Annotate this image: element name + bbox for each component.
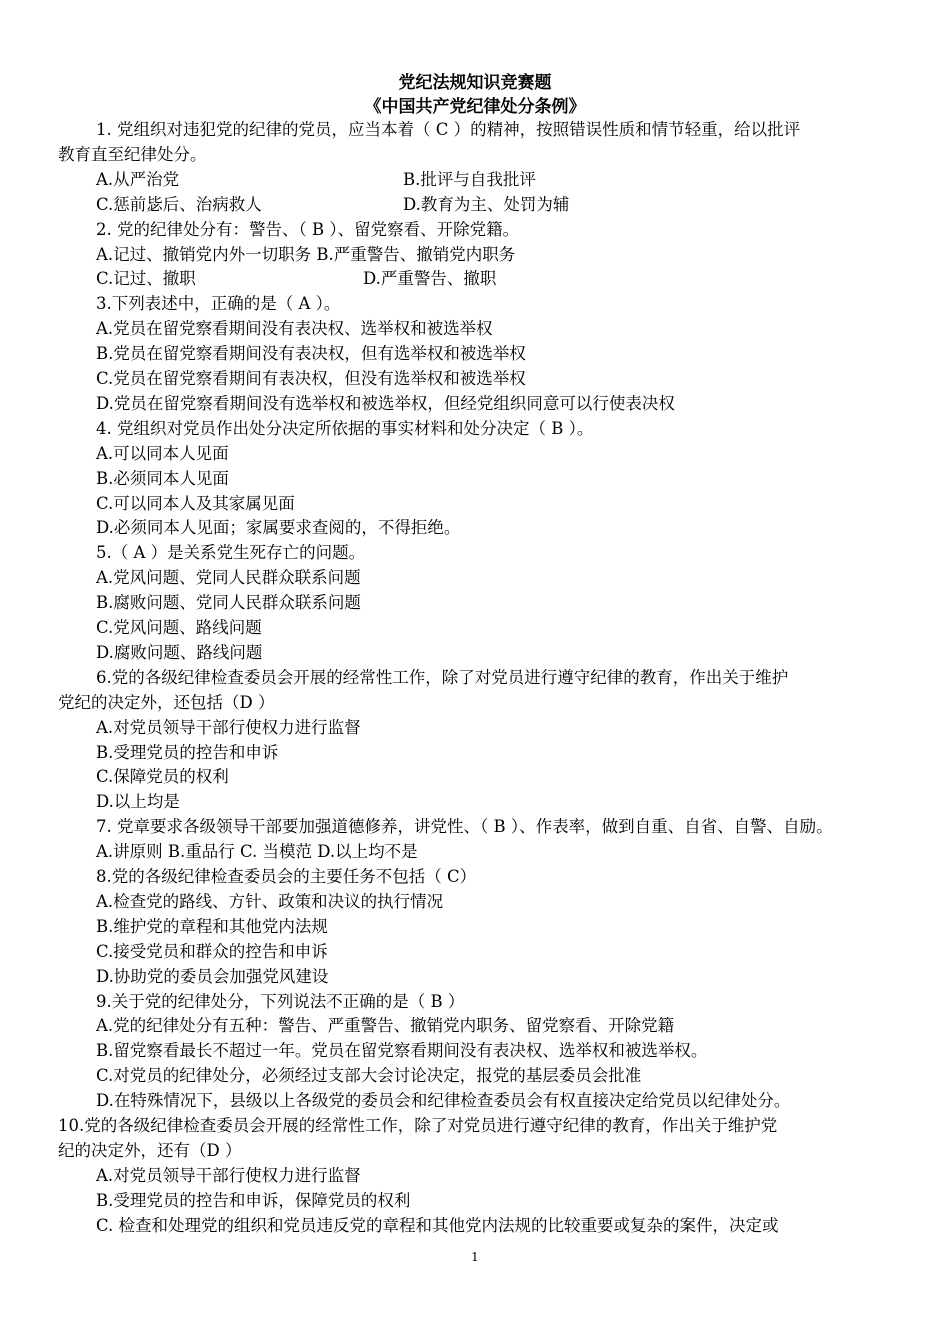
text-line: 10.党的各级纪律检查委员会开展的经常性工作，除了对党员进行遵守纪律的教育，作出关于维护党 (58, 1116, 778, 1135)
text-line: 9.关于党的纪律处分，下列说法不正确的是（ B ） (96, 991, 465, 1011)
text-line: A.记过、撤销党内外一切职务 B.严重警告、撤销党内职务 (96, 244, 516, 264)
text-line: 教育直至纪律处分。 (58, 144, 207, 164)
text-line-option: D.教育为主、处罚为辅 (403, 194, 570, 214)
text-line: A.对党员领导干部行使权力进行监督 (96, 717, 361, 737)
text-line: 4. 党组织对党员作出处分决定所依据的事实材料和处分决定（ B ）。 (96, 418, 594, 438)
text-line: D.腐败问题、路线问题 (96, 642, 263, 662)
text-line: A.从严治党 (96, 169, 180, 189)
text-line: C.保障党员的权利 (96, 767, 229, 787)
text-line: 2. 党的纪律处分有：警告、（ B ）、留党察看、开除党籍。 (96, 219, 520, 239)
text-line: 6.党的各级纪律检查委员会开展的经常性工作，除了对党员进行遵守纪律的教育，作出关于维护 (96, 667, 789, 687)
text-line: B.受理党员的控告和申诉，保障党员的权利 (96, 1190, 411, 1210)
text-line: C.可以同本人及其家属见面 (96, 493, 295, 513)
text-line: B.维护党的章程和其他党内法规 (96, 916, 328, 936)
text-line: A.党员在留党察看期间没有表决权、选举权和被选举权 (96, 319, 493, 339)
text-line: C. 检查和处理党的组织和党员违反党的章程和其他党内法规的比较重要或复杂的案件，决定或 (96, 1215, 779, 1235)
text-line: A.党的纪律处分有五种：警告、严重警告、撤销党内职务、留党察看、开除党籍 (96, 1016, 675, 1036)
text-line: A.对党员领导干部行使权力进行监督 (96, 1165, 361, 1185)
text-line: D.在特殊情况下，县级以上各级党的委员会和纪律检查委员会有权直接决定给党员以纪律处分。 (96, 1091, 791, 1111)
text-line: 纪的决定外，还有（D ） (58, 1140, 242, 1160)
text-line: B.留党察看最长不超过一年。党员在留党察看期间没有表决权、选举权和被选举权。 (96, 1041, 708, 1061)
text-line: 5.（ A ）是关系党生死存亡的问题。 (96, 543, 366, 563)
text-line: A.讲原则 B.重品行 C. 当模范 D.以上均不是 (96, 842, 418, 862)
text-line: 3.下列表述中，正确的是（ A ）。 (96, 294, 341, 314)
text-line: C.党风问题、路线问题 (96, 618, 262, 637)
document-subtitle: 《中国共产党纪律处分条例》 (364, 97, 586, 117)
text-line: 党纪的决定外，还包括（D ） (58, 692, 275, 712)
page-number: 1 (471, 1250, 479, 1264)
text-line: D.必须同本人见面；家属要求查阅的，不得拒绝。 (96, 518, 461, 538)
text-line: D.以上均是 (96, 792, 180, 812)
text-line: B.受理党员的控告和申诉 (96, 742, 279, 762)
text-line: D.党员在留党察看期间没有选举权和被选举权，但经党组织同意可以行使表决权 (96, 393, 675, 413)
text-line: C.惩前毖后、治病救人 (96, 194, 262, 214)
text-line: C.对党员的纪律处分，必须经过支部大会讨论决定，报党的基层委员会批准 (96, 1066, 642, 1086)
text-line: 8.党的各级纪律检查委员会的主要任务不包括（ C） (96, 867, 477, 886)
text-line: C.记过、撤职 (96, 269, 196, 289)
document-title: 党纪法规知识竞赛题 (398, 73, 552, 93)
text-line: C.接受党员和群众的控告和申诉 (96, 941, 328, 961)
text-line: A.可以同本人见面 (96, 443, 229, 463)
text-line: D.协助党的委员会加强党风建设 (96, 966, 329, 986)
text-line: B.党员在留党察看期间没有表决权，但有选举权和被选举权 (96, 344, 526, 364)
text-line: B.必须同本人见面 (96, 468, 229, 488)
text-line: A.党风问题、党同人民群众联系问题 (96, 568, 361, 588)
text-line-option: D.严重警告、撤职 (363, 269, 497, 289)
text-line: A.检查党的路线、方针、政策和决议的执行情况 (96, 891, 444, 911)
text-line: B.腐败问题、党同人民群众联系问题 (96, 593, 361, 613)
text-line: 7. 党章要求各级领导干部要加强道德修养，讲党性、（ B ）、作表率，做到自重、自省、自警、自励。 (96, 817, 833, 837)
text-line-option: B.批评与自我批评 (403, 169, 536, 189)
text-line: 1. 党组织对违犯党的纪律的党员，应当本着（ C ）的精神，按照错误性质和情节轻重，给以批评 (96, 120, 801, 139)
text-line: C.党员在留党察看期间有表决权，但没有选举权和被选举权 (96, 369, 526, 388)
